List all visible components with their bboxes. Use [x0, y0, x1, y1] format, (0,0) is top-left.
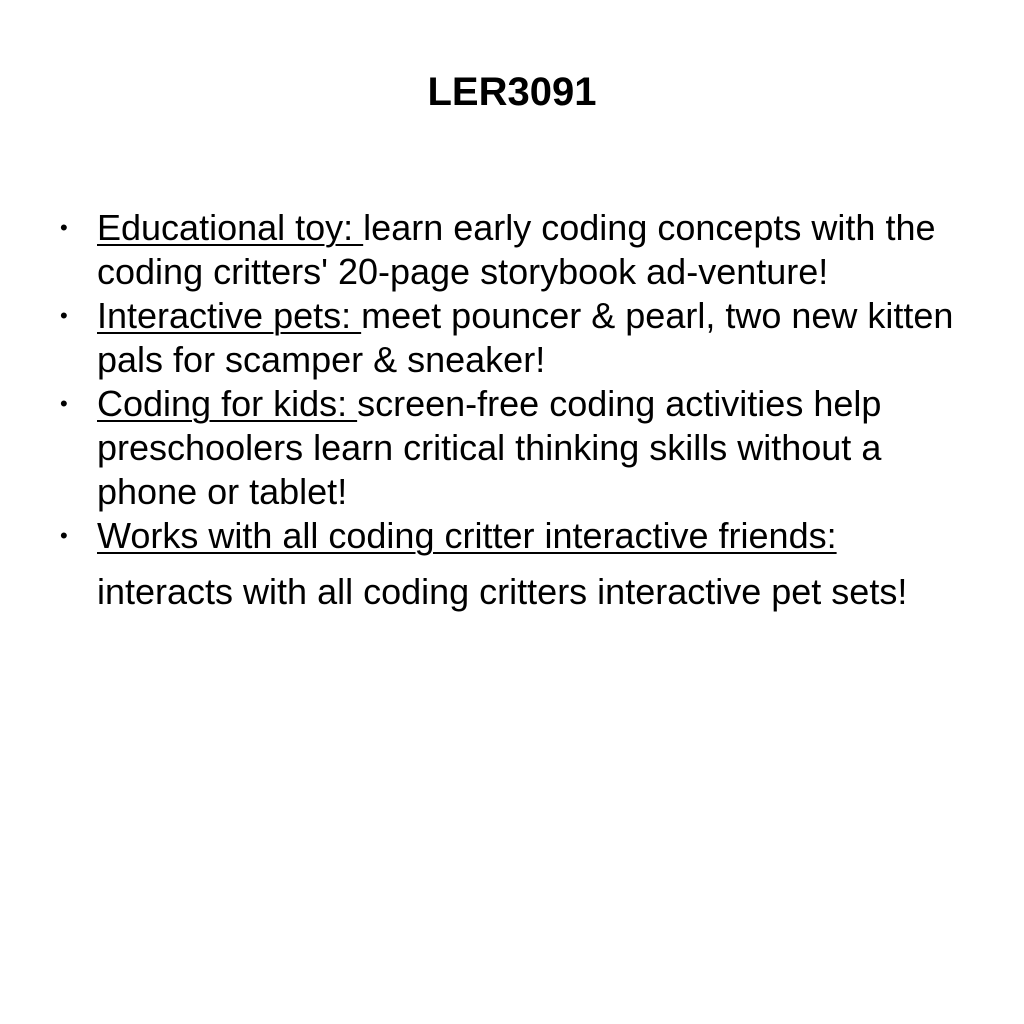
bullet-dot: •	[60, 215, 68, 240]
bullet-label: Works with all coding critter interactive friends:	[97, 515, 837, 556]
list-item	[0, 206, 957, 294]
bullet-dot: •	[60, 391, 68, 416]
bullet-text: meet pouncer & pearl, two new kitten pals for scamper & sneaker!	[97, 295, 954, 380]
feature-list	[0, 206, 1024, 618]
bullet-text: interacts with all coding critters interactive pet sets!	[97, 571, 908, 612]
bullet-label: Interactive pets:	[97, 295, 362, 336]
page-title: LER3091	[427, 70, 597, 114]
list-item	[0, 514, 957, 618]
bullet-dot: •	[60, 523, 68, 548]
bullet-dot: •	[60, 303, 68, 328]
bullet-text: learn early coding concepts with the coding critters' 20-page storybook ad-venture!	[97, 207, 936, 292]
bullet-text: screen-free coding activities help preschoolers learn critical thinking skills without a phone or tablet!	[97, 383, 882, 512]
bullet-label: Educational toy:	[97, 207, 364, 248]
bullet-label: Coding for kids:	[97, 383, 358, 424]
list-item	[0, 294, 957, 382]
list-item	[0, 382, 927, 514]
